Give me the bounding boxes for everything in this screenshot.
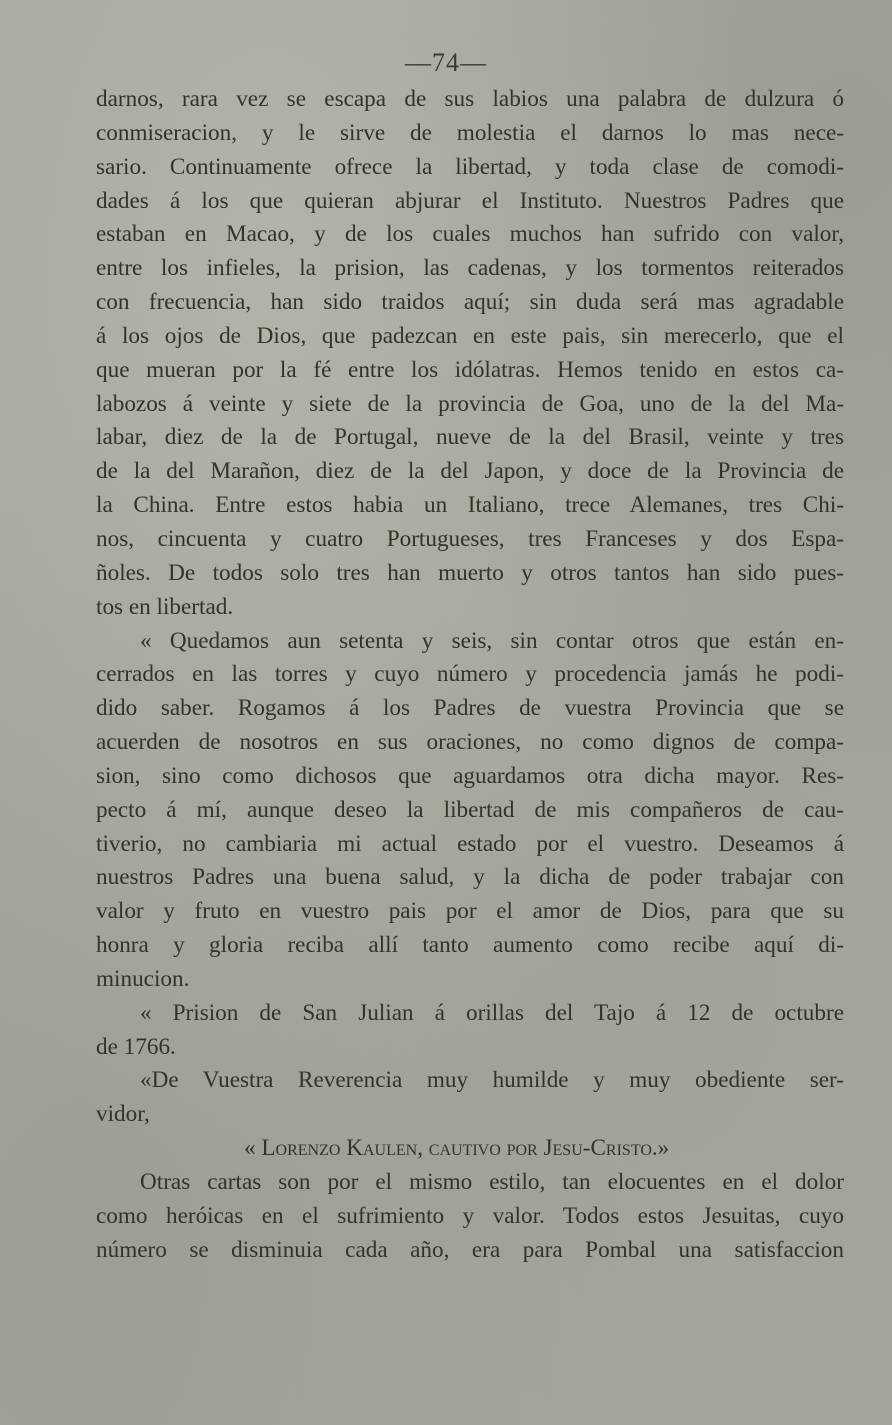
text-line: tos en libertad. [96, 593, 234, 620]
text-line: estaban en Macao, y de los cuales muchos han sufrido con valor, [96, 221, 844, 248]
text-line: número se disminuia cada año, era para Pombal una satisfaccion [96, 1236, 844, 1263]
text-line: labar, diez de la de Portugal, nueve de la del Brasil, veinte y tres [96, 424, 844, 451]
text-line: nos, cincuenta y cuatro Portugueses, tres Franceses y dos Espa- [96, 525, 844, 552]
text-line: « Prision de San Julian á orillas del Tajo á 12 de octubre [140, 999, 844, 1026]
text-line: á los ojos de Dios, que padezcan en este pais, sin merecerlo, que el [96, 322, 844, 349]
text-line: Otras cartas son por el mismo estilo, tan elocuentes en el dolor [140, 1169, 844, 1195]
text-line: darnos, rara vez se escapa de sus labios una palabra de dulzura ó [96, 86, 844, 112]
text-line: dido saber. Rogamos á los Padres de vuestra Provincia que se [96, 695, 844, 722]
text-line: entre los infieles, la prision, las cadenas, y los tormentos reiterados [96, 255, 844, 282]
text-line: con frecuencia, han sido traidos aquí; sin duda será mas agradable [96, 289, 844, 316]
text-line: tiverio, no cambiaria mi actual estado por el vuestro. Deseamos á [96, 830, 844, 857]
text-line: « Quedamos aun setenta y seis, sin contar otros que están en- [140, 627, 844, 654]
body-text [96, 83, 844, 1268]
signature-line: « Lorenzo Kaulen, cautivo por Jesu-Cristo.» [244, 1135, 670, 1162]
text-line: la China. Entre estos habia un Italiano, trece Alemanes, tres Chi- [96, 492, 844, 519]
text-line: labozos á veinte y siete de la provincia de Goa, uno de la del Ma- [96, 390, 844, 417]
text-line: de la del Marañon, diez de la del Japon, y doce de la Provincia de [96, 458, 844, 485]
text-line: valor y fruto en vuestro pais por el amor de Dios, para que su [96, 898, 844, 925]
text-line: que mueran por la fé entre los idólatras. Hemos tenido en estos ca- [96, 356, 844, 383]
text-line: «De Vuestra Reverencia muy humilde y muy obediente ser- [140, 1067, 844, 1094]
text-line: dades á los que quieran abjurar el Instituto. Nuestros Padres que [96, 187, 844, 214]
text-line: pecto á mí, aunque deseo la libertad de mis compañeros de cau- [96, 796, 844, 823]
text-line: acuerden de nosotros en sus oraciones, no como dignos de compa- [96, 729, 844, 756]
text-line: nuestros Padres una buena salud, y la dicha de poder trabajar con [96, 864, 844, 891]
text-line: vidor, [96, 1101, 150, 1128]
text-line: sion, sino como dichosos que aguardamos otra dicha mayor. Res- [96, 762, 844, 789]
text-line: de 1766. [96, 1033, 176, 1060]
text-line: ñoles. De todos solo tres han muerto y otros tantos han sido pues- [96, 559, 844, 586]
text-line: conmiseracion, y le sirve de molestia el darnos lo mas nece- [96, 119, 844, 146]
text-line: como heróicas en el sufrimiento y valor. Todos estos Jesuitas, cuyo [96, 1202, 844, 1229]
text-line: cerrados en las torres y cuyo número y procedencia jamás he podi- [96, 661, 844, 688]
page-number: —74— [405, 48, 487, 77]
text-line: minucion. [96, 965, 190, 992]
text-line: honra y gloria reciba allí tanto aumento como recibe aquí di- [96, 932, 844, 959]
text-line: sario. Continuamente ofrece la libertad, y toda clase de comodi- [96, 153, 844, 180]
